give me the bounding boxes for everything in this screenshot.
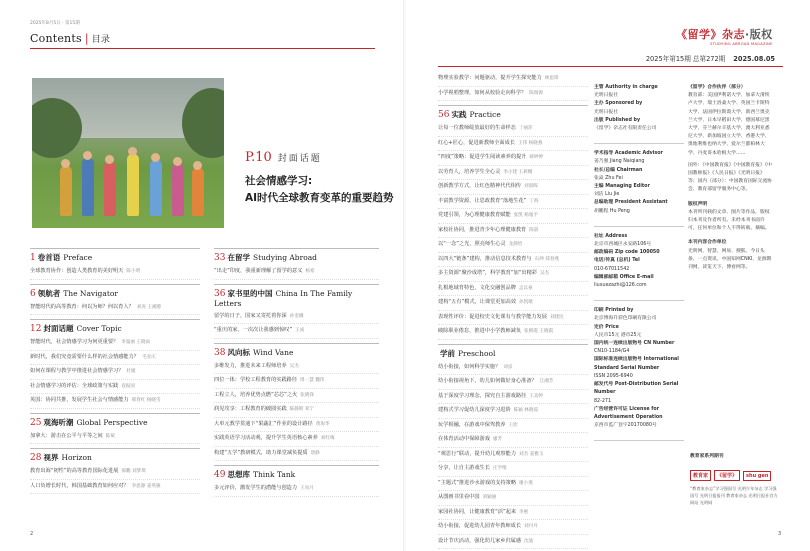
partners-text-2: 国外：《中国教育报》《中国教育报》《中国教师报》《人民日报》《光明日报》等；国内（部分）：中国教育国际交流协会、教育部留学服务中心等。 [688,162,772,193]
toc-item[interactable] [214,482,379,497]
toc-section-header[interactable] [214,343,379,360]
cover-photo [32,78,224,228]
toc-item-title: 多元评价，激发学生的潜能与创造力 [214,485,298,491]
toc-item-title: 新时代，我们究竟需要什么样的社会情感能力？ [30,353,139,360]
section-name-cn: 封面话题 [43,324,74,333]
toc-item-author: 庄学维 [492,466,507,471]
toc-item-author: 黄海华 [315,421,330,427]
toc-item[interactable] [438,325,588,340]
toc-item[interactable] [438,477,588,492]
toc-item[interactable] [438,282,588,297]
section-page-number: 38 [214,347,226,358]
section-name-cn: 视界 [43,453,59,462]
toc-item[interactable] [438,253,588,268]
masthead-label: 广告经营许可证 License for Advertisement Operation [594,406,663,420]
toc-item-title: 家校社协同，推进青少年心理健康教育 [438,226,527,233]
toc-item[interactable] [438,448,588,463]
masthead-label: 邮发代号 Post-Distribution Serial Number [594,382,679,396]
toc-item[interactable] [438,361,588,376]
toc-item-author: 刘杰 姜雅玉 [519,451,544,457]
toc-item-author: 林思锋 [544,76,559,81]
section-page-number: 1 [30,253,36,263]
toc-item-author: 张朝霞 王晓霞 [524,329,554,334]
toc-item-title: 多主资源“聚沙成塔”，科学教育“加”出精彩 [438,270,537,276]
masthead-label: 定价 Price [594,324,619,330]
toc-item[interactable] [214,374,379,389]
toc-item-author: 李小建 王莉娜 [503,169,533,175]
contents-en: Contents [30,32,82,45]
toc-item[interactable] [30,351,200,366]
toc-item[interactable] [214,360,379,375]
toc-item-author: 张凯 杨逸平 [513,213,539,218]
header-meta: 2025年8月5日 · 第15期 [30,21,80,26]
toc-item-title: “四度”策略：促进学生阅读素养的提升 [438,154,527,160]
toc-item[interactable] [30,480,200,495]
section-page-number: 6 [30,288,36,299]
toc-item-title: 构建“五学”教研模式，助力课堂减负提质 [214,449,308,456]
toc-item-title: 家园社协同，让健康教育“活”起来 [438,508,517,515]
toc-item-author: 袁振国 [121,383,135,389]
toc-item-author: 张晓锋 [300,392,314,398]
toc-item[interactable] [438,419,588,434]
section-name-cn: 卷首语 [37,253,61,262]
toc-item-author: 刘晨晖 [524,184,538,189]
toc-item-author: 王成 [295,328,305,333]
section-page-number: 28 [30,453,42,463]
series-text: “教育家杂志”学习强国号 光明少年杂志 学习强国号 光明日报报刊 教育家杂志 光明日报社官方网站 光明网 [690,486,778,505]
toc-item-author: 吴杰 [539,271,550,276]
publication-title: 本刊内容合作单位 [688,240,727,246]
toc-section-header[interactable] [214,284,379,310]
section-name-cn: 学前 [440,348,455,358]
section-name-cn: 观海听潮 [43,417,74,427]
masthead-value: 人民币15元 港币25元 [594,332,642,338]
cover-feature[interactable] [245,150,394,205]
toc-item-author: 石坤 郑春燕 [534,256,560,262]
partners-block [688,84,774,272]
toc-item-author: 李惠 [519,509,529,515]
toc-item-author: 孟以豪 [518,285,533,291]
toc-item[interactable] [214,324,379,339]
toc-column-2 [214,244,379,497]
section-page-number: 33 [214,253,226,263]
feature-title-line1: 社会情感学习: [245,175,313,187]
toc-section-header[interactable] [30,284,200,301]
toc-item-title: “重庆的家，一次次让我感到惊叹” [214,327,293,333]
section-name-cn: 领航者 [37,288,61,298]
toc-item-author: 周一慧 魏伟 [300,378,325,383]
toc-item-title: 幼小衔接，如何科学实施？ [438,363,501,370]
toc-item-author: 李思源 姜英敏 [131,483,161,489]
toc-item[interactable] [30,265,200,280]
masthead-value: 82-271 [594,398,611,404]
section-name-en: Studying Abroad [252,253,317,262]
toc-item-author: 王美婷 [529,393,543,399]
toc-item[interactable] [30,465,200,480]
toc-item-author: 刘颖丽 [482,495,497,500]
series-block [690,452,780,506]
toc-item-title: 智能时代的高等教育：何以为师？何以育人？ [30,303,134,310]
logo-sub: STUDYING ABROAD MAGAZINE [710,42,773,46]
masthead-label: 国内统一连续出版物号 CN Number [594,341,675,347]
masthead-group [594,84,684,133]
copyright-text: 本刊所刊载的文章、图片等作品，版权归本刊及作者所有。未经本刊书面许可，任何单位和个人不得转载、摘编。 [688,209,770,232]
toc-item-author: 陈静斯 邓宁 [289,407,315,412]
masthead-value: 北京市西城区永安路106号 [594,242,652,248]
toc-item-title: 分享，让自主游戏生长 [438,465,490,471]
masthead-label: 社长/总编 Chairman [594,167,643,173]
toc-section-header[interactable] [30,319,200,336]
toc-section-header[interactable] [214,465,379,482]
masthead-value: 光明日报社 [594,93,618,99]
section-page-number: 56 [438,110,450,120]
toc-item-title: 润见攻享：工程教育的破圆实践 [214,406,287,412]
issue-line [600,53,775,63]
toc-item-title: 加拿大：游击在公平与平等之间 [30,432,103,439]
copyright-title: 版权声明 [688,201,708,207]
toc-item-author: 龙静怡 [508,242,523,247]
masthead-value: CN10-1184/G4 [594,349,630,355]
masthead-label: 电话/传真 (总机) Tel [594,258,640,264]
toc-item-title: 社会情感学习的评估：全球政策与实践 [30,382,119,389]
toc-item-title: 工程立人，培养优势点燃“芯芯”之火 [214,391,298,398]
toc-item[interactable] [438,72,588,87]
section-name-cn: 在留学 [227,253,250,262]
toc-item[interactable] [30,336,200,351]
toc-item[interactable] [214,265,379,280]
toc-item-author: 沈迪 [524,538,534,544]
masthead-value: 010-67011542 [594,266,630,272]
feature-page: P.10 [245,150,272,165]
toc-item-title: 丰富教学资源，让思政教育“落地生花” [438,197,527,204]
section-name-en: Think Tank [252,470,296,479]
toc-item[interactable] [438,535,588,550]
toc-item-author: 陈小明 [126,269,141,274]
page-number-left: 2 [30,531,34,537]
toc-item-title: 大单元教学贯通下“果蔬汇”作业的设计路径 [214,420,313,427]
section-page-number: 49 [214,470,226,480]
toc-item-author: 刘涛 王湘蓉 [136,304,162,310]
section-name-en: Preface [63,253,93,262]
toc-item-author: 杜媛 [126,369,136,374]
toc-item-author: 刘建民 [549,314,564,320]
toc-section-header[interactable] [214,248,379,265]
toc-item[interactable] [438,491,588,506]
logo-text: 《留学》杂志 [676,28,745,41]
toc-item-author: 李曼丽 王晓雨 [121,340,151,345]
section-name-en: Preschool [458,348,496,358]
toc-item[interactable] [438,180,588,195]
toc-item[interactable] [438,390,588,405]
toc-item[interactable] [438,311,588,326]
masthead-value: 京西市监广登字20170080号 [594,423,657,429]
masthead-group [594,307,684,430]
toc-item[interactable] [438,296,588,311]
toc-item-author: 郝鹏 刘梦琪 [121,469,146,474]
masthead-value: 光明日报社 [594,109,618,115]
section-name-cn: 风向标 [227,347,250,357]
feature-title-line2: AI时代全球教育变革的重要趋势 [245,192,394,204]
toc-item-title: 留学的日子，国家又寄托着你深 [214,312,287,319]
toc-item-author: 邢春红 杨晓雪 [131,398,161,403]
toc-item-author: 吴杰 [289,363,299,369]
toc-item[interactable] [438,166,588,181]
toc-item-title: 建构“五有”模式，让课堂更加高效 [438,299,517,305]
masthead-label: 印刷 Printed by [594,308,634,314]
toc-item-title: 玩学相融，在游戏中保驾教养 [438,421,506,428]
issue-number: 2025年第15期 总第272期 [645,55,726,63]
publication-text: 光明网、智慧、网易、搜狐、今日头条、一点资讯、中国知网CNKI、龙源期刊网、读览天下、博看网等。 [688,248,772,271]
toc-item-title: 扎根地域育特色，文化交融创品牌 [438,284,516,291]
masthead-value: liuxuezazhi@126.com [594,283,647,289]
toc-item[interactable] [438,375,588,390]
toc-item-author: 王欣 [508,422,518,428]
toc-item-title: 英国：协同共推，发展学生社会与情感能力 [30,397,129,403]
issue-date: 2025.08.05 [733,55,775,63]
toc-item-title: 表现性评价：促进校史文化课有与教学能力发展 [438,313,547,320]
toc-item[interactable] [30,301,200,316]
toc-item[interactable] [30,430,200,445]
toc-item-author: 孙金娥 [289,313,304,319]
toc-item[interactable] [438,137,588,152]
masthead-label: 邮政编码 Zip code 100050 [594,250,660,256]
section-name-en: Wind Vane [252,347,294,357]
header-rule-right [438,66,783,67]
section-name-cn: 实践 [451,110,467,119]
toc-item-title: 红心+匠心，促进新教师全面成长 [438,139,515,146]
toc-item[interactable] [438,267,588,282]
toc-item-title: 建构式学习促幼儿深度学习进阶 [438,407,511,413]
toc-item-title: 在体育活动中保障游戏 [438,436,490,442]
toc-item[interactable] [438,520,588,535]
masthead-value: ISSN 2095-6940 [594,373,633,379]
masthead-label: 主编 Managing Editor [594,184,650,190]
toc-item-title: 幼小衔接，促进幼儿园青年教师成长 [438,523,522,529]
toc-item-title: “观思行”联动，提升幼儿观察能力 [438,450,517,457]
toc-item-author: 谢小燕 [519,480,533,486]
toc-item-title: 破除职业倦怠，推进中小学教师减负 [438,328,522,334]
toc-item-author: 陈瑞源 [529,90,543,96]
toc-item-author: 王伟 杨晓燕 [517,140,543,146]
toc-item-title: 以劳育人，培养学生全心灵 [438,168,501,175]
toc-column-1 [30,244,200,494]
masthead-label: 国际标准连续出版物号 International Standard Serial Number [594,357,679,371]
toc-item[interactable] [214,310,379,325]
toc-item-title: 从图画书里看中国 [438,494,480,500]
toc-column-3 [438,72,588,549]
toc-item[interactable] [438,87,588,102]
toc-item[interactable] [214,447,379,462]
toc-section-header[interactable] [30,248,200,265]
section-name-en: Practice [469,110,501,119]
toc-section-header[interactable] [30,413,200,430]
masthead-value: 刘洁 Liu Jie [594,192,620,198]
toc-item-author: 王凤月 [300,486,314,491]
toc-item[interactable] [214,403,379,418]
toc-item-author: 丁丽萍 [518,126,533,131]
toc-section-header[interactable] [438,105,588,122]
toc-item-title: 幼小衔接视角下，幼儿如何做好身心准备？ [438,378,537,384]
masthead-value: 《留学》杂志社有限责任公司 [594,126,657,132]
toc-item[interactable] [30,394,200,409]
toc-item-title: 四位一体：学校工程教育的实践路径 [214,377,298,383]
section-name-cn: 思想库 [227,470,250,479]
logo-copyright: 版权 [749,28,773,41]
section-name-en: Horizon [61,453,92,462]
section-page-number: 12 [30,324,42,334]
toc-item[interactable] [438,209,588,224]
toc-item-author: 毛亚庆 [141,354,156,360]
toc-item-title: 基于深度学习理念，探究自主游戏路径 [438,392,527,399]
masthead-value: 姜乃强 Jiang Naiqiang [594,159,645,165]
masthead-value: 北京博海升彩色印刷有限公司 [594,316,657,322]
series-title: 教育家系列期刊 [690,454,724,459]
toc-item[interactable] [438,122,588,137]
toc-item-author: 陈颖 林晓茹 [513,408,539,413]
toc-item-author: 廖芳 [492,437,503,442]
series-logo[interactable]: 《留学》 [714,470,740,481]
toc-item-title: 创新教学方式，让红色精神代代相传 [438,183,522,189]
toc-item-title: 设计节庆活动，强化幼儿家乡归属感 [438,537,522,544]
header-rule [30,48,375,49]
section-name-cn: 家书里的中国 [227,288,273,298]
toc-item-author: 丁海 [529,198,539,204]
toc-item-title: 以“一念”之光，照亮师生心灵 [438,241,506,247]
toc-item-author: 刘丹丹 [524,524,538,529]
masthead-label: 主管 Authority in charge [594,85,658,90]
section-name-en: The Navigator [63,288,118,298]
toc-item-title: 党建引领，为心理健康教育赋能 [438,212,511,218]
toc-item-title: “主题式”推进沙水游戏的支持策略 [438,479,517,486]
toc-item-author: 孙凯歌 [519,300,533,305]
toc-section-header[interactable] [438,344,588,361]
partners-text: 教育部：美国伊利诺大学、加拿大滑铁卢大学、瑞士洛桑大学、英国兰卡斯特大学、法国伊拉斯谟大学、新西兰奥克兰大学、日本早稻田大学、德国慕尼黑大学、芬兰赫尔辛基大学、澳大利亚悉尼大学、新加坡国立大学、香港大学、奥地利维也纳大学、爱尔兰都柏林大学、丹麦哥本哈根大学…… [688,93,770,156]
partners-title: 《留学》合作伙伴（部分） [688,85,746,90]
toc-item-author: 刘红梅 [320,436,335,441]
toc-section-header[interactable] [30,448,200,465]
toc-item-author: 陈斌 [105,433,115,439]
masthead-label: 主办 Sponsored by [594,101,643,107]
section-name-en: Cover Topic [76,324,122,333]
masthead-label: 总编助理 President Assistant [594,200,668,206]
masthead-group [594,233,684,290]
toc-item-title: 以四大“链条”建构，推动信息技术教育与 [438,255,532,262]
toc-item[interactable] [438,404,588,419]
contents-cn: 目录 [91,35,111,45]
toc-item-author: 唐静 [310,450,320,456]
toc-item-title: 智能时代，社会情感学习为何更重要？ [30,339,119,345]
toc-item-author: 杨希 [305,269,315,274]
toc-item-author: 江湘芳 [539,379,554,384]
toc-item-title: 全球教育协作：创造人类教育的美好明天 [30,268,124,274]
magazine-logo: 《留学》杂志·版权 STUDYING ABROAD MAGAZINE [676,28,773,46]
toc-item-title: 如何在课程与教学中推进社会情感学习？ [30,368,124,374]
left-page [0,0,404,551]
section-name-en: China In The Family Letters [214,288,353,308]
toc-item[interactable] [438,433,588,448]
toc-item-title: 教育出海“韧性”的高等教育国际化进展 [30,468,119,474]
toc-item[interactable] [214,389,379,404]
section-name-en: Global Perspective [76,417,148,427]
toc-item-title: “出走”印度，我重新理解了留学的意义 [214,268,303,274]
masthead-label: 学术指导 Academic Advisor [594,151,663,157]
toc-item-title: 让每一位教师绽放最好的生命样态 [438,125,516,131]
series-logo[interactable]: 教育家 [690,470,711,481]
feature-topic: 封面话题 [277,154,322,164]
toc-item-author: 刘彦 [503,364,513,370]
masthead-value: 胡鹏程 Hu Peng [594,208,630,214]
toc-item[interactable] [30,365,200,380]
masthead-value: 张焱 Zhu Fei [594,175,623,181]
toc-item-title: 多维发力，推进未来工程师培养 [214,362,287,369]
toc-item[interactable] [438,238,588,253]
toc-item-author: 韩婷婷 [529,155,544,160]
masthead-group [594,150,684,216]
masthead-label: 编辑部邮箱 Office E-mail [594,274,654,280]
toc-item-title: 小学视唱整理，如何从校验走向科学？ [438,89,527,96]
section-page-number: 25 [30,417,42,428]
toc-item[interactable] [30,380,200,395]
toc-item-author: 陈晨 [529,227,539,233]
page-number-right: 3 [778,531,782,537]
masthead-label: 出版 Published by [594,117,641,123]
contents-heading: Contents | 目录 [30,32,111,45]
series-logo[interactable]: shu gen [743,471,771,481]
toc-item[interactable] [438,462,588,477]
masthead-label: 社址 Address [594,233,628,239]
toc-item[interactable] [438,195,588,210]
toc-item[interactable] [214,432,379,447]
toc-item-title: 人口负增长时代，韩国基础教育如何应对？ [30,482,129,489]
toc-item[interactable] [438,506,588,521]
section-page-number: 36 [214,288,226,299]
toc-item[interactable] [438,224,588,239]
toc-item[interactable] [214,418,379,433]
toc-item-title: 物理实验教学：问题驱动，提升学生探究能力 [438,75,542,81]
toc-item-title: 实践英语学习活动观，提升学生英语核心素养 [214,435,318,441]
toc-item[interactable] [438,151,588,166]
